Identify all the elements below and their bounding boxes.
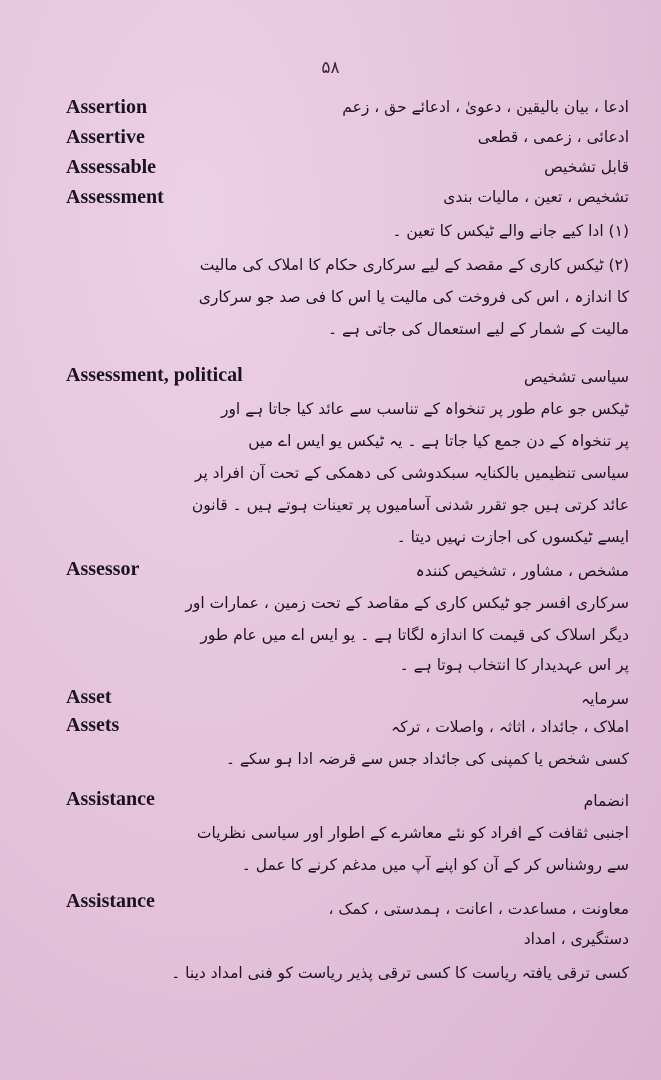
entry-definition: مشخص ، مشاور ، تشخیص کنندہ (415, 562, 629, 580)
entry-definition: ادعا ، بیان بالیقین ، دعویٰ ، ادعائے حق ، زعم (342, 98, 629, 116)
entry-term: Assessable (66, 156, 157, 178)
entry-definition-line: ٹیکس جو عام طور پر تنخواہ کے تناسب سے عائد کیا جاتا ہے اور (220, 400, 629, 418)
entry-definition-line: پر تنخواہ کے دن جمع کیا جاتا ہے ۔ یہ ٹیکس یو ایس اے میں (248, 432, 629, 450)
entry-term: Assistance (66, 788, 155, 810)
entry-definition-line: اجنبی ثقافت کے افراد کو نئے معاشرے کے اطوار اور سیاسی نظریات (196, 824, 629, 842)
entry-definition: معاونت ، مساعدت ، اعانت ، ہمدستی ، کمک ، (328, 900, 629, 918)
entry-definition-line: کسی شخص یا کمپنی کی جائداد جس سے قرضہ ادا ہو سکے ۔ (225, 750, 629, 768)
entry-definition-line: کا اندازہ ، اس کی فروخت کی مالیت یا اس کا فی صد جو سرکاری (198, 288, 629, 306)
entry-term: Assets (66, 714, 120, 736)
entry-definition: قابل تشخیص (544, 158, 629, 176)
entry-definition-line: سیاسی تنظیمیں بالکنایہ سبکدوشی کی دھمکی کے تحت آن افراد پر (194, 464, 629, 482)
entry-term: Assertive (66, 126, 145, 148)
entry-term: Assistance (66, 890, 155, 912)
entry-definition: تشخیص ، تعین ، مالیات بندی (443, 188, 629, 206)
entry-definition-line: دیگر اسلاک کی قیمت کا اندازہ لگاتا ہے ۔ یو ایس اے میں عام طور (200, 626, 629, 644)
entry-definition-line: (۲) ٹیکس کاری کے مقصد کے لیے سرکاری حکام کا املاک کی مالیت (199, 256, 629, 274)
entry-term: Assessment, political (66, 364, 243, 386)
entry-definition-line: دستگیری ، امداد (523, 930, 629, 948)
entry-definition: املاک ، جائداد ، اثاثہ ، واصلات ، ترکہ (391, 718, 629, 736)
entry-definition-line: کسی ترقی یافتہ ریاست کا کسی ترقی پذیر ریاست کو فنی امداد دینا ۔ (171, 964, 629, 982)
entry-definition-line: (۱) ادا کیے جانے والے ٹیکس کا تعین ۔ (392, 222, 629, 240)
entry-term: Asset (66, 686, 112, 708)
page-number: ۵۸ (321, 58, 340, 78)
entry-term: Assertion (66, 96, 148, 118)
entry-definition-line: سے روشناس کر کے آن کو اپنے آپ میں مدغم کرنے کا عمل ۔ (241, 856, 629, 874)
entry-definition: سیاسی تشخیص (523, 368, 629, 386)
entry-term: Assessment (66, 186, 164, 208)
entry-term: Assessor (66, 558, 140, 580)
entry-definition-line: مالیت کے شمار کے لیے استعمال کی جاتی ہے ۔ (327, 320, 629, 338)
entry-definition: ادعائی ، زعمی ، قطعی (477, 128, 629, 146)
entry-definition-line: سرکاری افسر جو ٹیکس کاری کے مقاصد کے تحت زمین ، عمارات اور (185, 594, 629, 612)
entry-definition: سرمایہ (581, 690, 629, 708)
entry-definition-line: عائد کرتی ہیں جو تقرر شدنی آسامیوں پر تعینات ہوتے ہیں ۔ قانون (191, 496, 629, 514)
entry-definition-line: پر اس عہدیدار کا انتخاب ہوتا ہے ۔ (399, 656, 629, 674)
entry-definition-line: ایسے ٹیکسوں کی اجازت نہیں دیتا ۔ (396, 528, 629, 546)
entry-definition: انضمام (583, 792, 629, 810)
